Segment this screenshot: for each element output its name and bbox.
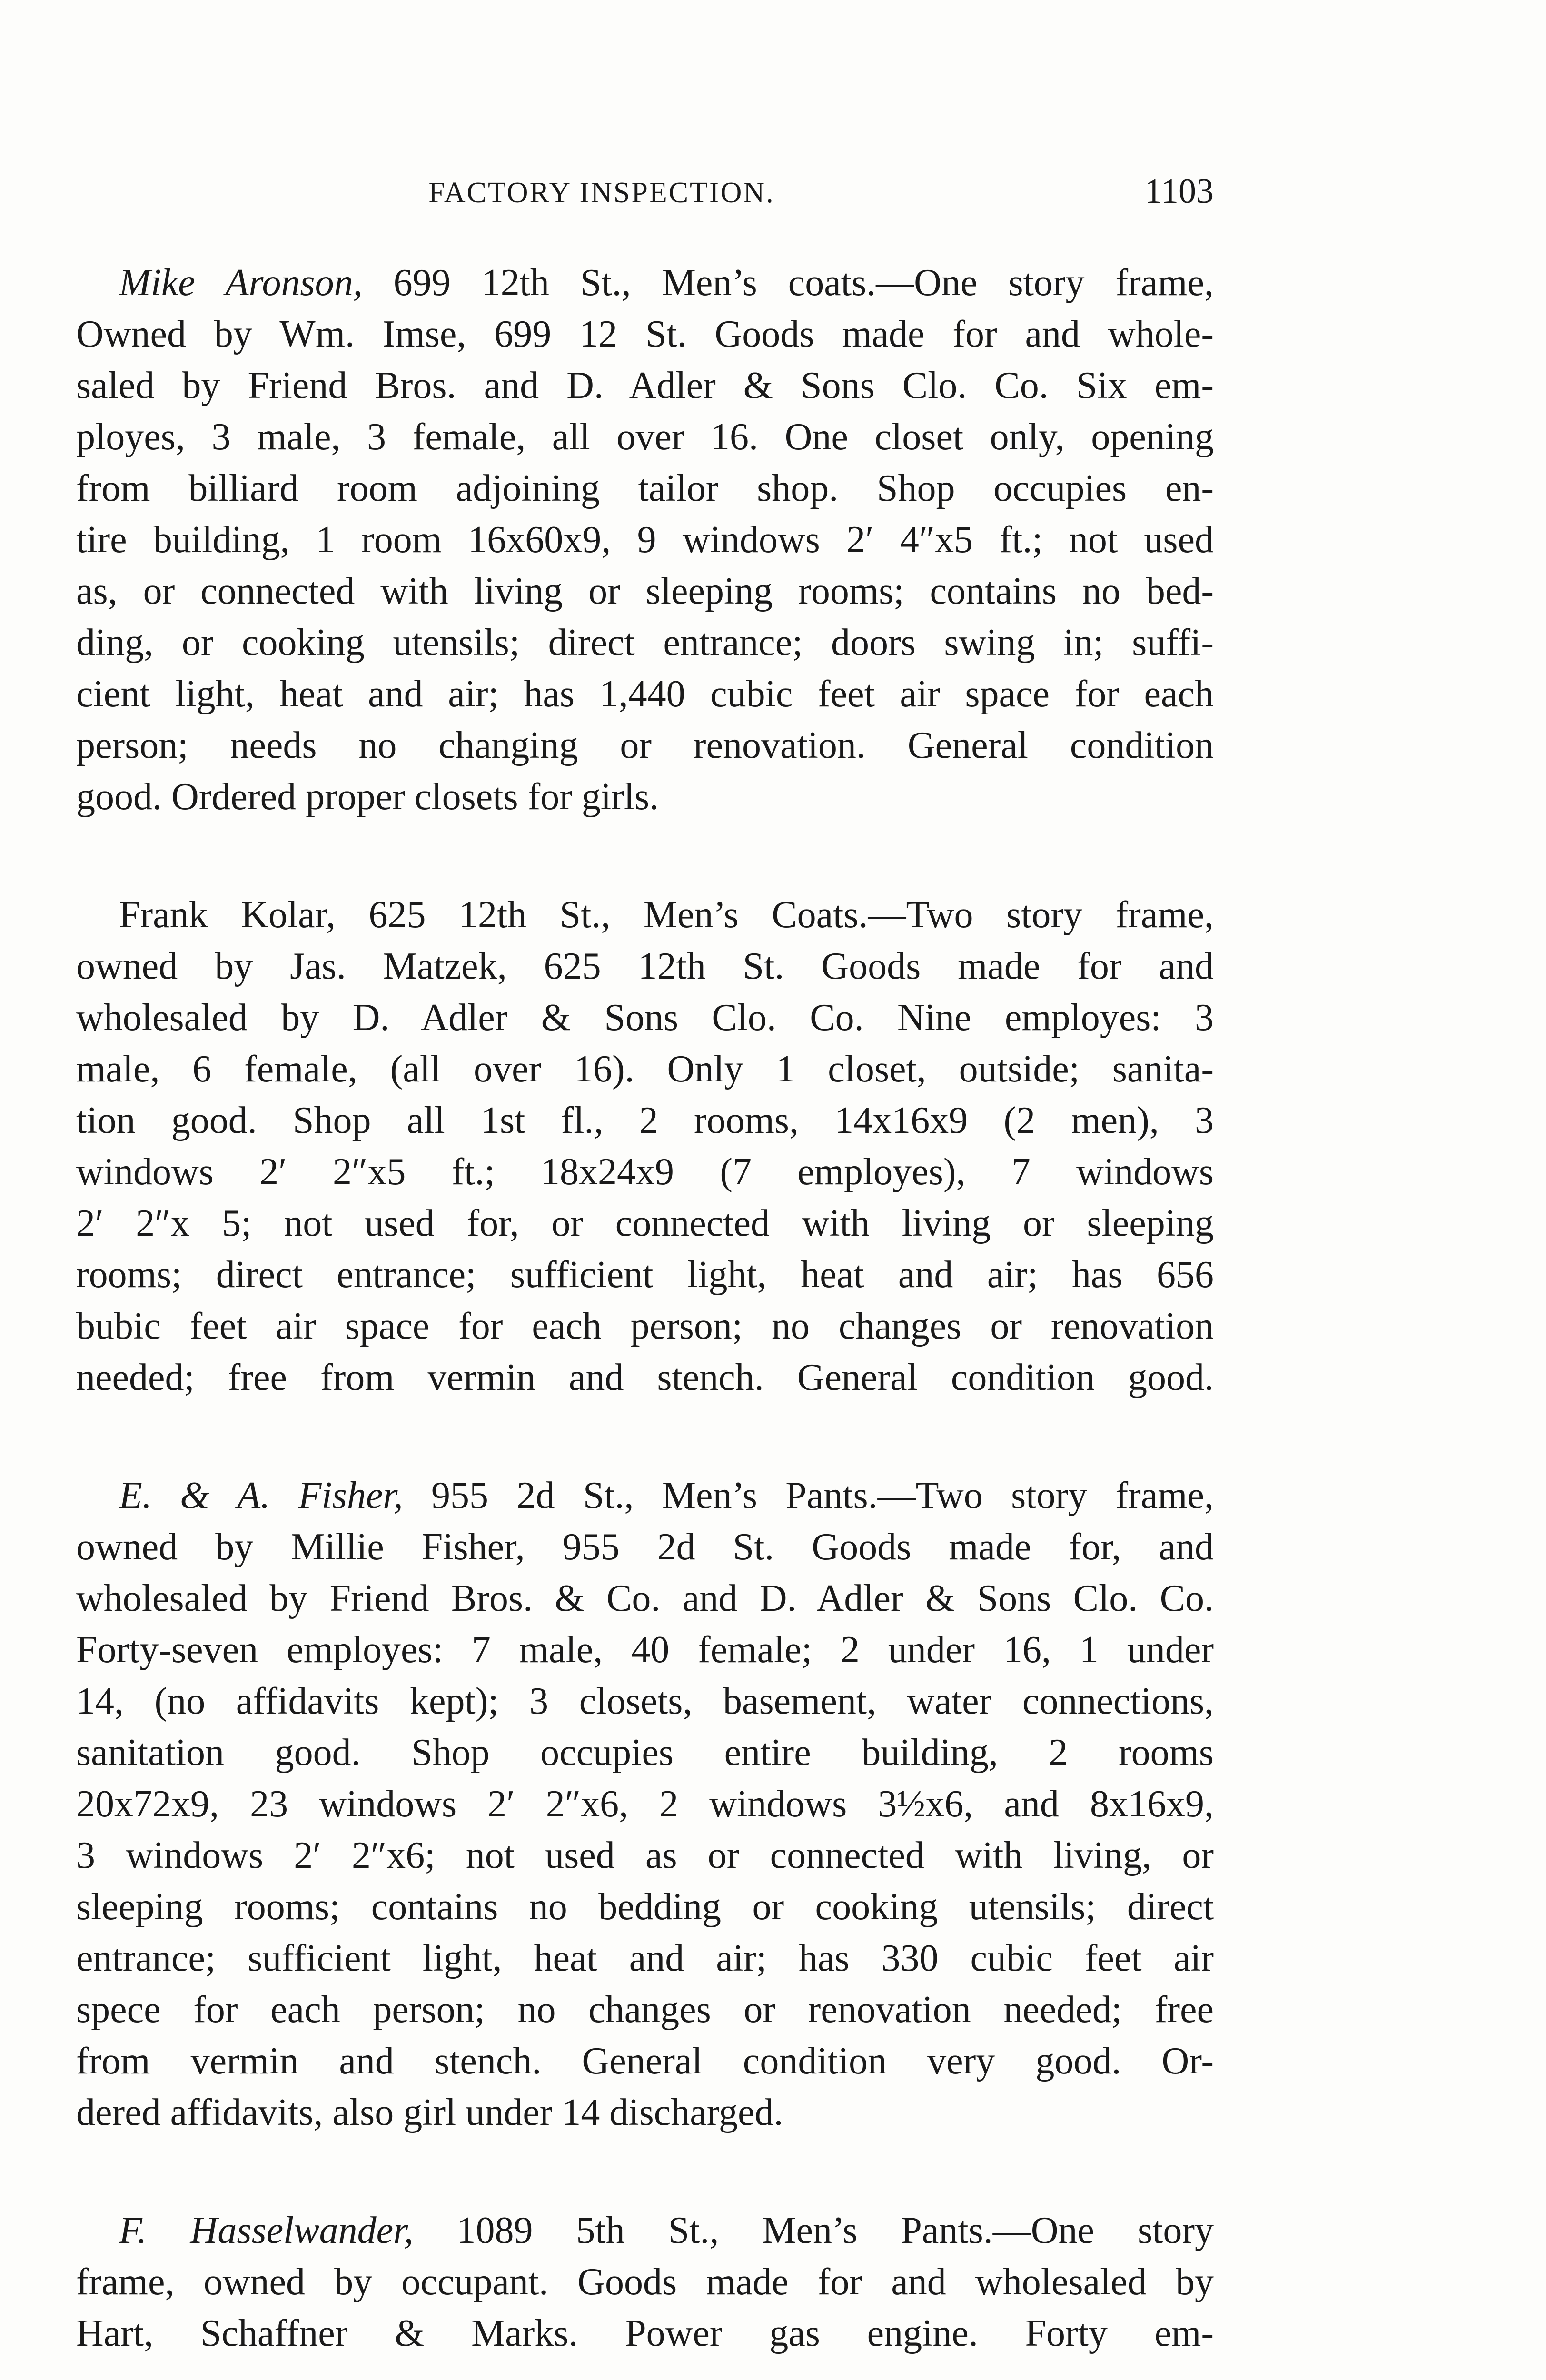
text-line: owned by Millie Fisher, 955 2d St. Goods made for, and (76, 1526, 1214, 1568)
text-line: sanitation good. Shop occupies entire building, 2 rooms (76, 1732, 1214, 1774)
text-line: Frank Kolar, 625 12th St., Men’s Coats.—Two story frame, (119, 894, 1214, 936)
text-line: dered affidavits, also girl under 14 discharged. (76, 2092, 783, 2133)
text-line: 20x72x9, 23 windows 2′ 2″x6, 2 windows 3½x6, and 8x16x9, (76, 1783, 1214, 1825)
text-line: tire building, 1 room 16x60x9, 9 windows 2′ 4″x5 ft.; not used (76, 519, 1214, 561)
page-number: 1103 (1144, 172, 1214, 211)
text-line: cient light, heat and air; has 1,440 cubic feet air space for each (76, 673, 1214, 715)
text-line (76, 1470, 1214, 1521)
text-line: rooms; direct entrance; sufficient light, heat and air; has 656 (76, 1254, 1214, 1296)
text-line: good. Ordered proper closets for girls. (76, 776, 659, 818)
text-line: wholesaled by D. Adler & Sons Clo. Co. Nine employes: 3 (76, 997, 1214, 1039)
text-line: ding, or cooking utensils; direct entrance; doors swing in; suffi- (76, 622, 1214, 664)
text-line (76, 2205, 1214, 2256)
text-line: 2′ 2″x 5; not used for, or connected with living or sleeping (76, 1202, 1214, 1244)
text-line: person; needs no changing or renovation. General condition (76, 724, 1214, 766)
page-header (76, 171, 1214, 224)
line-text: 699 12th St., Men’s coats.—One story frame, (362, 262, 1214, 304)
text-line: 14, (no affidavits kept); 3 closets, basement, water connections, (76, 1680, 1214, 1722)
running-head: FACTORY INSPECTION. (428, 177, 775, 209)
business-name: Mike Aronson, (119, 262, 363, 304)
inspection-entry-hasselwander (76, 2205, 1214, 2359)
text-line: saled by Friend Bros. and D. Adler & Sons Clo. Co. Six em- (76, 365, 1214, 407)
inspection-entry-fisher (76, 1470, 1214, 2138)
line-text: 1089 5th St., Men’s Pants.—One story (413, 2210, 1214, 2251)
text-line: needed; free from vermin and stench. General condition good. (76, 1357, 1214, 1398)
business-name: E. & A. Fisher, (119, 1475, 403, 1517)
text-line: tion good. Shop all 1st fl., 2 rooms, 14x16x9 (2 men), 3 (76, 1100, 1214, 1141)
body-text (76, 257, 1214, 2380)
text-line: Owned by Wm. Imse, 699 12 St. Goods made for and whole- (76, 313, 1214, 355)
business-name: F. Hasselwander, (119, 2210, 414, 2251)
text-line: 3 windows 2′ 2″x6; not used as or connected with living, or (76, 1835, 1214, 1876)
text-line: entrance; sufficient light, heat and air; has 330 cubic feet air (76, 1937, 1214, 1979)
inspection-entry-kolar (76, 889, 1214, 1403)
text-line: sleeping rooms; contains no bedding or cooking utensils; direct (76, 1886, 1214, 1928)
text-line: bubic feet air space for each person; no changes or renovation (76, 1305, 1214, 1347)
text-line: as, or connected with living or sleeping rooms; contains no bed- (76, 570, 1214, 612)
text-line: wholesaled by Friend Bros. & Co. and D. Adler & Sons Clo. Co. (76, 1577, 1214, 1619)
inspection-entry-aronson (76, 257, 1214, 823)
text-line: ployes, 3 male, 3 female, all over 16. One closet only, opening (76, 416, 1214, 458)
text-line: spece for each person; no changes or renovation needed; free (76, 1989, 1214, 2031)
text-line: windows 2′ 2″x5 ft.; 18x24x9 (7 employes), 7 windows (76, 1151, 1214, 1193)
line-text: 955 2d St., Men’s Pants.—Two story frame, (403, 1475, 1214, 1517)
text-line: from billiard room adjoining tailor shop. Shop occupies en- (76, 467, 1214, 509)
text-line: frame, owned by occupant. Goods made for and wholesaled by (76, 2261, 1214, 2303)
text-line: Hart, Schaffner & Marks. Power gas engine. Forty em- (76, 2312, 1214, 2354)
text-line: male, 6 female, (all over 16). Only 1 closet, outside; sanita- (76, 1048, 1214, 1090)
text-line: Forty-seven employes: 7 male, 40 female; 2 under 16, 1 under (76, 1629, 1214, 1671)
text-line: owned by Jas. Matzek, 625 12th St. Goods made for and (76, 945, 1214, 987)
text-line (76, 257, 1214, 308)
text-line: from vermin and stench. General condition very good. Or- (76, 2040, 1214, 2082)
